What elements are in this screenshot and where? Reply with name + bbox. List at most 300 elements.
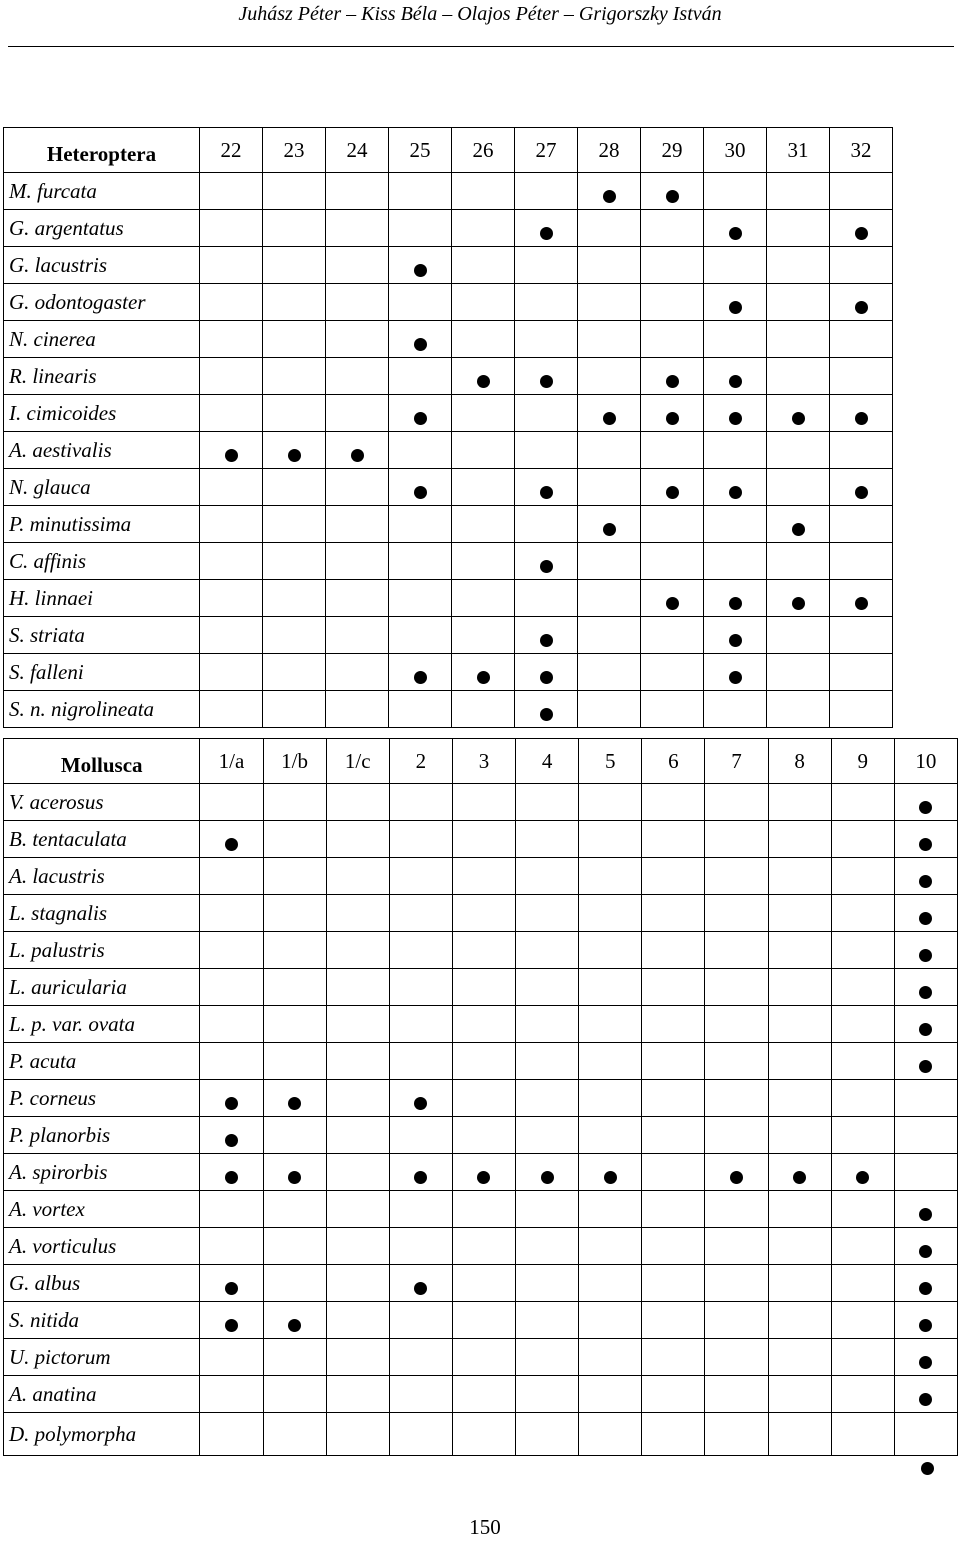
running-header: Juhász Péter – Kiss Béla – Olajos Péter – Grigorszky István — [238, 3, 722, 25]
species-name: I. cimicoides — [4, 395, 200, 432]
occurrence-cell — [704, 543, 767, 580]
occurrence-cell — [326, 506, 389, 543]
column-header: 28 — [578, 128, 641, 173]
table-row — [4, 821, 958, 858]
presence-dot — [855, 227, 868, 240]
occurrence-cell — [452, 1191, 515, 1228]
occurrence-cell — [263, 543, 326, 580]
occurrence-cell — [389, 1006, 452, 1043]
occurrence-cell — [389, 654, 452, 691]
occurrence-cell — [516, 1006, 579, 1043]
occurrence-cell — [704, 469, 767, 506]
occurrence-cell — [452, 506, 515, 543]
occurrence-cell — [200, 543, 263, 580]
occurrence-cell — [389, 1413, 452, 1456]
presence-dot — [541, 1171, 554, 1184]
occurrence-cell — [326, 284, 389, 321]
presence-dot — [729, 597, 742, 610]
column-header: 1/a — [200, 739, 263, 784]
occurrence-cell — [579, 821, 642, 858]
occurrence-cell — [705, 1413, 768, 1456]
occurrence-cell — [831, 784, 894, 821]
table-row — [4, 1265, 958, 1302]
occurrence-cell — [704, 691, 767, 728]
column-header: 8 — [768, 739, 831, 784]
occurrence-cell — [326, 469, 389, 506]
occurrence-cell — [200, 210, 263, 247]
occurrence-cell — [578, 284, 641, 321]
occurrence-cell — [516, 858, 579, 895]
occurrence-cell — [200, 691, 263, 728]
presence-dot — [540, 560, 553, 573]
occurrence-cell — [326, 543, 389, 580]
occurrence-cell — [642, 1413, 705, 1456]
occurrence-cell — [263, 1154, 326, 1191]
column-header: 29 — [641, 128, 704, 173]
occurrence-cell — [831, 969, 894, 1006]
occurrence-cell — [831, 1043, 894, 1080]
occurrence-cell — [389, 617, 452, 654]
occurrence-cell — [389, 173, 452, 210]
occurrence-cell — [894, 1265, 957, 1302]
presence-dot — [477, 671, 490, 684]
occurrence-cell — [830, 617, 893, 654]
occurrence-cell — [767, 395, 830, 432]
occurrence-cell — [831, 821, 894, 858]
occurrence-cell — [704, 654, 767, 691]
occurrence-cell — [894, 1191, 957, 1228]
occurrence-cell — [263, 1191, 326, 1228]
occurrence-cell — [642, 1154, 705, 1191]
occurrence-cell — [768, 895, 831, 932]
table-row — [4, 1339, 958, 1376]
occurrence-cell — [579, 858, 642, 895]
presence-dot — [919, 1319, 932, 1332]
heteroptera-title: Heteroptera — [4, 128, 200, 173]
mollusca-table — [3, 738, 958, 1456]
table-row — [4, 895, 958, 932]
presence-dot — [414, 1171, 427, 1184]
occurrence-cell — [452, 1302, 515, 1339]
occurrence-cell — [704, 432, 767, 469]
occurrence-cell — [578, 395, 641, 432]
occurrence-cell — [830, 210, 893, 247]
occurrence-cell — [389, 1043, 452, 1080]
occurrence-cell — [578, 321, 641, 358]
occurrence-cell — [326, 654, 389, 691]
occurrence-cell — [515, 284, 578, 321]
occurrence-cell — [200, 1413, 263, 1456]
column-header: 2 — [389, 739, 452, 784]
column-header: 24 — [326, 128, 389, 173]
occurrence-cell — [705, 932, 768, 969]
occurrence-cell — [642, 1117, 705, 1154]
column-header: 22 — [200, 128, 263, 173]
presence-dot — [414, 486, 427, 499]
table-row — [4, 1117, 958, 1154]
presence-dot — [919, 801, 932, 814]
occurrence-cell — [767, 691, 830, 728]
occurrence-cell — [768, 1302, 831, 1339]
species-name: A. vorticulus — [4, 1228, 200, 1265]
occurrence-cell — [452, 173, 515, 210]
species-name: S. nitida — [4, 1302, 200, 1339]
occurrence-cell — [326, 858, 389, 895]
presence-dot — [666, 412, 679, 425]
table-row — [4, 1302, 958, 1339]
occurrence-cell — [389, 1117, 452, 1154]
presence-dot — [919, 1060, 932, 1073]
species-name: A. spirorbis — [4, 1154, 200, 1191]
table-row — [4, 1413, 958, 1456]
occurrence-cell — [579, 1080, 642, 1117]
occurrence-cell — [705, 1265, 768, 1302]
occurrence-cell — [894, 1154, 957, 1191]
occurrence-cell — [326, 1265, 389, 1302]
occurrence-cell — [768, 1080, 831, 1117]
occurrence-cell — [768, 1265, 831, 1302]
occurrence-cell — [200, 580, 263, 617]
occurrence-cell — [326, 1191, 389, 1228]
occurrence-cell — [516, 1376, 579, 1413]
occurrence-cell — [830, 432, 893, 469]
occurrence-cell — [704, 284, 767, 321]
occurrence-cell — [705, 1228, 768, 1265]
occurrence-cell — [768, 858, 831, 895]
table-row — [4, 506, 893, 543]
occurrence-cell — [768, 1376, 831, 1413]
occurrence-cell — [642, 932, 705, 969]
occurrence-cell — [263, 1117, 326, 1154]
occurrence-cell — [389, 1376, 452, 1413]
occurrence-cell — [579, 1154, 642, 1191]
occurrence-cell — [263, 821, 326, 858]
occurrence-cell — [200, 1265, 263, 1302]
occurrence-cell — [200, 821, 263, 858]
occurrence-cell — [452, 1080, 515, 1117]
occurrence-cell — [830, 395, 893, 432]
occurrence-cell — [200, 395, 263, 432]
occurrence-cell — [641, 617, 704, 654]
occurrence-cell — [516, 1191, 579, 1228]
presence-dot — [729, 412, 742, 425]
occurrence-cell — [200, 321, 263, 358]
occurrence-cell — [452, 654, 515, 691]
table-row — [4, 395, 893, 432]
occurrence-cell — [704, 580, 767, 617]
occurrence-cell — [579, 1228, 642, 1265]
table-row — [4, 321, 893, 358]
presence-dot — [414, 412, 427, 425]
presence-dot — [414, 1282, 427, 1295]
occurrence-cell — [516, 1265, 579, 1302]
species-name: L. palustris — [4, 932, 200, 969]
column-header: 32 — [830, 128, 893, 173]
occurrence-cell — [705, 1006, 768, 1043]
presence-dot — [666, 486, 679, 499]
occurrence-cell — [705, 1339, 768, 1376]
presence-dot — [730, 1171, 743, 1184]
occurrence-cell — [452, 784, 515, 821]
occurrence-cell — [389, 1080, 452, 1117]
presence-dot — [225, 838, 238, 851]
occurrence-cell — [579, 932, 642, 969]
column-header: 7 — [705, 739, 768, 784]
occurrence-cell — [704, 247, 767, 284]
occurrence-cell — [579, 969, 642, 1006]
occurrence-cell — [704, 210, 767, 247]
occurrence-cell — [515, 580, 578, 617]
species-name: A. vortex — [4, 1191, 200, 1228]
column-header: 4 — [516, 739, 579, 784]
occurrence-cell — [830, 321, 893, 358]
occurrence-cell — [579, 1006, 642, 1043]
occurrence-cell — [200, 1043, 263, 1080]
occurrence-cell — [705, 821, 768, 858]
occurrence-cell — [704, 506, 767, 543]
occurrence-cell — [830, 247, 893, 284]
occurrence-cell — [452, 821, 515, 858]
occurrence-cell — [263, 617, 326, 654]
occurrence-cell — [641, 395, 704, 432]
occurrence-cell — [768, 1339, 831, 1376]
occurrence-cell — [579, 1117, 642, 1154]
occurrence-cell — [767, 580, 830, 617]
occurrence-cell — [642, 1191, 705, 1228]
occurrence-cell — [263, 506, 326, 543]
occurrence-cell — [515, 617, 578, 654]
presence-dot — [288, 449, 301, 462]
occurrence-cell — [767, 321, 830, 358]
occurrence-cell — [515, 691, 578, 728]
occurrence-cell — [326, 691, 389, 728]
occurrence-cell — [894, 1339, 957, 1376]
occurrence-cell — [389, 932, 452, 969]
occurrence-cell — [326, 1302, 389, 1339]
presence-dot — [540, 708, 553, 721]
column-header: 25 — [389, 128, 452, 173]
table-row — [4, 932, 958, 969]
occurrence-cell — [389, 691, 452, 728]
column-header: 9 — [831, 739, 894, 784]
occurrence-cell — [894, 1228, 957, 1265]
occurrence-cell — [200, 284, 263, 321]
species-name: S. n. nigrolineata — [4, 691, 200, 728]
occurrence-cell — [642, 969, 705, 1006]
presence-dot — [729, 227, 742, 240]
occurrence-cell — [767, 617, 830, 654]
occurrence-cell — [389, 210, 452, 247]
species-name: S. striata — [4, 617, 200, 654]
occurrence-cell — [389, 321, 452, 358]
occurrence-cell — [200, 654, 263, 691]
occurrence-cell — [263, 247, 326, 284]
occurrence-cell — [452, 432, 515, 469]
occurrence-cell — [452, 969, 515, 1006]
presence-dot — [477, 1171, 490, 1184]
table-row — [4, 1154, 958, 1191]
occurrence-cell — [642, 1228, 705, 1265]
occurrence-cell — [515, 210, 578, 247]
occurrence-cell — [452, 932, 515, 969]
occurrence-cell — [705, 1376, 768, 1413]
occurrence-cell — [830, 506, 893, 543]
presence-dot — [540, 227, 553, 240]
occurrence-cell — [263, 895, 326, 932]
occurrence-cell — [705, 895, 768, 932]
occurrence-cell — [830, 543, 893, 580]
occurrence-cell — [263, 691, 326, 728]
presence-dot — [729, 301, 742, 314]
occurrence-cell — [326, 1043, 389, 1080]
occurrence-cell — [452, 543, 515, 580]
occurrence-cell — [831, 1339, 894, 1376]
occurrence-cell — [642, 1339, 705, 1376]
occurrence-cell — [704, 617, 767, 654]
occurrence-cell — [326, 1376, 389, 1413]
occurrence-cell — [894, 1006, 957, 1043]
occurrence-cell — [326, 1117, 389, 1154]
occurrence-cell — [705, 969, 768, 1006]
occurrence-cell — [263, 1302, 326, 1339]
occurrence-cell — [578, 432, 641, 469]
species-name: P. acuta — [4, 1043, 200, 1080]
occurrence-cell — [515, 506, 578, 543]
presence-dot — [666, 190, 679, 203]
occurrence-cell — [200, 1302, 263, 1339]
presence-dot — [414, 1097, 427, 1110]
occurrence-cell — [326, 173, 389, 210]
occurrence-cell — [452, 1154, 515, 1191]
occurrence-cell — [326, 932, 389, 969]
occurrence-cell — [263, 358, 326, 395]
table-row — [4, 1376, 958, 1413]
occurrence-cell — [452, 395, 515, 432]
occurrence-cell — [831, 1191, 894, 1228]
occurrence-cell — [578, 580, 641, 617]
occurrence-cell — [263, 654, 326, 691]
occurrence-cell — [452, 1228, 515, 1265]
occurrence-cell — [452, 1339, 515, 1376]
occurrence-cell — [578, 358, 641, 395]
occurrence-cell — [831, 1376, 894, 1413]
occurrence-cell — [641, 691, 704, 728]
occurrence-cell — [263, 1413, 326, 1456]
occurrence-cell — [263, 1228, 326, 1265]
presence-dot — [856, 1171, 869, 1184]
occurrence-cell — [326, 321, 389, 358]
occurrence-cell — [578, 173, 641, 210]
occurrence-cell — [389, 1302, 452, 1339]
occurrence-cell — [515, 469, 578, 506]
occurrence-cell — [894, 1302, 957, 1339]
heteroptera-header-row — [4, 128, 893, 173]
occurrence-cell — [452, 1376, 515, 1413]
occurrence-cell — [641, 506, 704, 543]
occurrence-cell — [326, 210, 389, 247]
occurrence-cell — [326, 432, 389, 469]
occurrence-cell — [326, 1339, 389, 1376]
presence-dot — [855, 486, 868, 499]
occurrence-cell — [705, 1191, 768, 1228]
occurrence-cell — [830, 691, 893, 728]
occurrence-cell — [516, 784, 579, 821]
occurrence-cell — [768, 784, 831, 821]
occurrence-cell — [389, 432, 452, 469]
occurrence-cell — [894, 932, 957, 969]
occurrence-cell — [389, 784, 452, 821]
species-name: U. pictorum — [4, 1339, 200, 1376]
occurrence-cell — [768, 1117, 831, 1154]
occurrence-cell — [515, 173, 578, 210]
presence-dot — [919, 1208, 932, 1221]
table-row — [4, 1006, 958, 1043]
occurrence-cell — [894, 1413, 957, 1456]
species-name: B. tentaculata — [4, 821, 200, 858]
occurrence-cell — [263, 284, 326, 321]
occurrence-cell — [830, 654, 893, 691]
occurrence-cell — [894, 969, 957, 1006]
occurrence-cell — [200, 1006, 263, 1043]
species-name: L. stagnalis — [4, 895, 200, 932]
occurrence-cell — [263, 210, 326, 247]
species-name: S. falleni — [4, 654, 200, 691]
species-name: P. corneus — [4, 1080, 200, 1117]
occurrence-cell — [578, 691, 641, 728]
occurrence-cell — [200, 1191, 263, 1228]
table-row — [4, 432, 893, 469]
species-name: N. cinerea — [4, 321, 200, 358]
occurrence-cell — [326, 895, 389, 932]
occurrence-cell — [515, 654, 578, 691]
occurrence-cell — [516, 1117, 579, 1154]
occurrence-cell — [642, 784, 705, 821]
occurrence-cell — [516, 1413, 579, 1456]
occurrence-cell — [389, 506, 452, 543]
presence-dot — [414, 671, 427, 684]
column-header: 6 — [642, 739, 705, 784]
table-row — [4, 654, 893, 691]
occurrence-cell — [767, 506, 830, 543]
occurrence-cell — [767, 284, 830, 321]
occurrence-cell — [641, 358, 704, 395]
occurrence-cell — [831, 1006, 894, 1043]
occurrence-cell — [705, 1302, 768, 1339]
occurrence-cell — [326, 821, 389, 858]
occurrence-cell — [894, 1376, 957, 1413]
occurrence-cell — [830, 284, 893, 321]
presence-dot — [225, 449, 238, 462]
occurrence-cell — [831, 1302, 894, 1339]
presence-dot — [288, 1097, 301, 1110]
occurrence-cell — [579, 1302, 642, 1339]
occurrence-cell — [452, 1117, 515, 1154]
presence-dot — [919, 1245, 932, 1258]
occurrence-cell — [263, 1265, 326, 1302]
presence-dot — [477, 375, 490, 388]
occurrence-cell — [200, 1376, 263, 1413]
presence-dot — [603, 412, 616, 425]
table-row — [4, 858, 958, 895]
occurrence-cell — [768, 1154, 831, 1191]
occurrence-cell — [578, 469, 641, 506]
occurrence-cell — [767, 654, 830, 691]
species-name: G. argentatus — [4, 210, 200, 247]
occurrence-cell — [831, 1413, 894, 1456]
presence-dot — [288, 1171, 301, 1184]
occurrence-cell — [452, 895, 515, 932]
occurrence-cell — [452, 358, 515, 395]
